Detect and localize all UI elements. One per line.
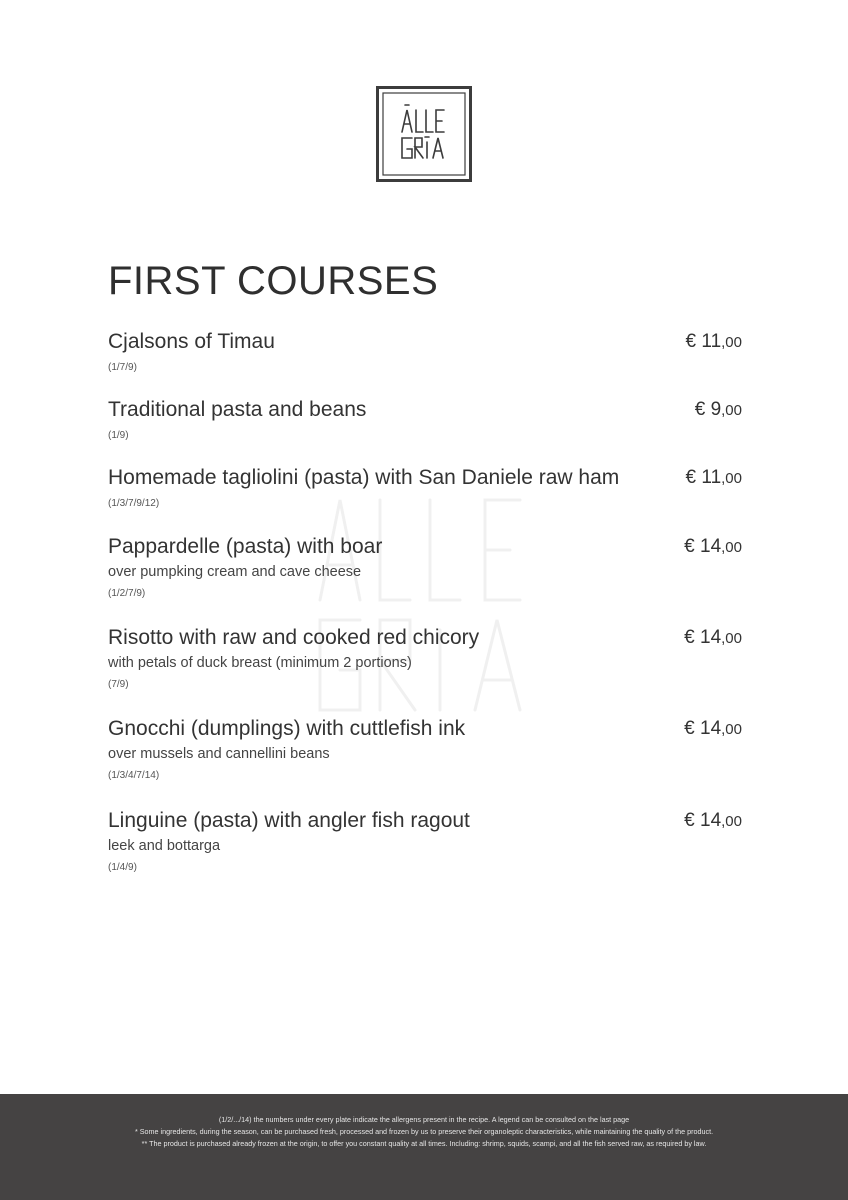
price-decimals: ,00 <box>721 721 742 738</box>
price-decimals: ,00 <box>721 402 742 419</box>
menu-item <box>108 533 742 601</box>
dish-price <box>686 464 742 493</box>
dish-allergens: (1/2/7/9) <box>108 588 146 599</box>
dish-price <box>684 624 742 653</box>
section-title: FIRST COURSES <box>108 259 439 303</box>
price-decimals: ,00 <box>721 539 742 556</box>
dish-description: over mussels and cannellini beans <box>108 746 330 762</box>
dish-name: Cjalsons of Timau <box>108 330 275 353</box>
menu-item <box>108 396 742 443</box>
allegria-logo <box>376 86 472 182</box>
price-decimals: ,00 <box>721 334 742 351</box>
dish-price <box>695 396 742 425</box>
dish-name: Traditional pasta and beans <box>108 398 367 421</box>
dish-name: Linguine (pasta) with angler fish ragout <box>108 809 470 832</box>
price-integer: 14 <box>700 810 722 831</box>
currency-symbol: € <box>684 536 695 557</box>
menu-item <box>108 715 742 783</box>
currency-symbol: € <box>684 627 695 648</box>
dish-price <box>684 533 742 562</box>
menu-item <box>108 624 742 692</box>
dish-allergens: (1/3/4/7/14) <box>108 770 160 781</box>
price-integer: 14 <box>700 718 722 739</box>
menu-item <box>108 328 742 375</box>
footer-fresh-note: * Some ingredients, during the season, can be purchased fresh, processed and frozen by us to preserve their organoleptic characteristics, while maintaining the quality of the product. <box>134 1127 714 1136</box>
price-decimals: ,00 <box>721 630 742 647</box>
dish-description: leek and bottarga <box>108 838 221 854</box>
dish-name: Homemade tagliolini (pasta) with San Daniele raw ham <box>108 466 620 489</box>
currency-symbol: € <box>694 399 706 420</box>
price-integer: 14 <box>700 536 722 557</box>
price-integer: 14 <box>700 627 722 648</box>
dish-price <box>686 328 742 357</box>
footer-frozen-note: ** The product is purchased already frozen at the origin, to offer you constant quality at all times. Including: shrimp, squids, scampi, and all the fish served raw, as required by law. <box>141 1139 707 1148</box>
price-integer: 11 <box>701 467 722 488</box>
dish-allergens: (1/7/9) <box>108 362 137 373</box>
dish-allergens: (1/4/9) <box>108 862 137 873</box>
logo-watermark <box>300 480 550 730</box>
menu-item <box>108 807 742 875</box>
dish-name: Gnocchi (dumplings) with cuttlefish ink <box>108 717 466 740</box>
dish-price <box>684 807 742 836</box>
dish-price <box>684 715 742 744</box>
dish-allergens: (1/3/7/9/12) <box>108 498 160 509</box>
currency-symbol: € <box>684 718 695 739</box>
currency-symbol: € <box>685 467 697 488</box>
menu-item <box>108 464 742 511</box>
price-integer: 9 <box>710 399 722 420</box>
dish-name: Risotto with raw and cooked red chicory <box>108 626 480 649</box>
dish-allergens: (7/9) <box>108 679 129 690</box>
currency-symbol: € <box>684 810 695 831</box>
dish-description: over pumpking cream and cave cheese <box>108 564 362 580</box>
footer-allergen-note: (1/2/.../14) the numbers under every plate indicate the allergens present in the recipe. A legend can be consulted on the last page <box>218 1115 630 1124</box>
currency-symbol: € <box>685 331 697 352</box>
dish-allergens: (1/9) <box>108 430 129 441</box>
price-integer: 11 <box>701 331 722 352</box>
price-decimals: ,00 <box>721 470 742 487</box>
dish-description: with petals of duck breast (minimum 2 portions) <box>108 655 412 671</box>
price-decimals: ,00 <box>721 813 742 830</box>
footer <box>0 1094 848 1200</box>
dish-name: Pappardelle (pasta) with boar <box>108 535 383 558</box>
